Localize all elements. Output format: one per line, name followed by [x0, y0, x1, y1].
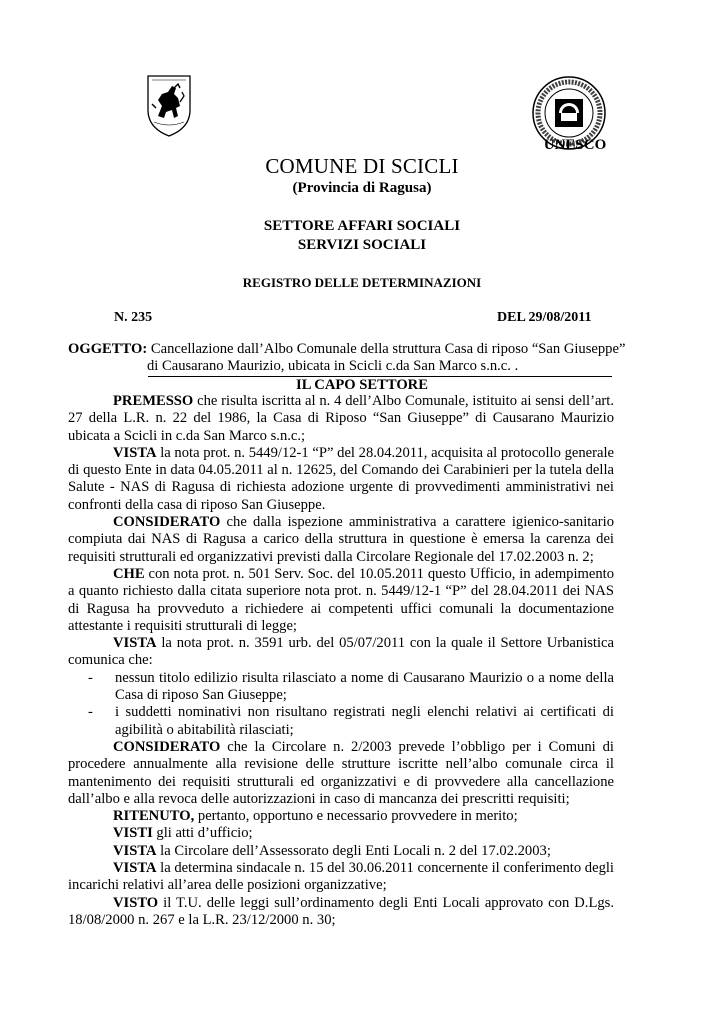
paragraph-text: la Circolare dell’Assessorato degli Enti Locali n. 2 del 17.02.2003;: [156, 842, 551, 859]
subject-line-1: Cancellazione dall’Albo Comunale della struttura Casa di riposo “San Giuseppe”: [147, 341, 626, 357]
paragraph: [68, 860, 614, 895]
province-subtitle: (Provincia di Ragusa): [292, 180, 432, 196]
paragraph: [68, 739, 614, 808]
subject-block: [68, 341, 648, 375]
list-item-text: nessun titolo edilizio risulta rilasciato a nome di Causarano Maurizio o a nome della Casa di riposo San Giuseppe;: [115, 669, 614, 704]
paragraph: [68, 393, 614, 445]
list-dash: -: [88, 704, 93, 721]
document-body: [68, 393, 614, 929]
section-heading: IL CAPO SETTORE: [296, 377, 428, 393]
list-item: [68, 670, 614, 705]
paragraph-text: che la Circolare n. 2/2003 prevede l’obbligo per i Comuni di procedere annualmente alla revisione delle strutture iscritte nell’albo comunale circa il mantenimento dei requisiti strutturali ed organizzativi e di provvedere alla cancellazione dall’albo e alla revoca delle autorizzazioni in caso di mancanza dei prescritti requisiti;: [68, 738, 614, 807]
paragraph: [68, 445, 614, 514]
list-item: [68, 704, 614, 739]
paragraph: [68, 843, 614, 860]
determination-number: N. 235: [114, 310, 153, 325]
paragraph-text: la nota prot. n. 5449/12-1 “P” del 28.04.2011, acquisita al protocollo generale di questo Ente in data 04.05.2011 al n. 12625, del Comando dei Carabinieri per la tutela della Salute - NAS di Ragusa di richiesta adozione urgente di provvedimenti amministrativi nei confronti della casa di riposo San Giuseppe.: [68, 444, 614, 513]
paragraph-lead: CONSIDERATO: [113, 514, 221, 531]
paragraph-lead: RITENUTO,: [113, 808, 195, 825]
subject-label: OGGETTO:: [68, 341, 148, 357]
paragraph-text: con nota prot. n. 501 Serv. Soc. del 10.05.2011 questo Ufficio, in adempimento a quanto richiesto dalla citata superiore nota prot. n. 5449/12-1 “P” del 28.04.2011 dei NAS di Ragusa ha provveduto a richiedere ai competenti uffici comunali la documentazione attestante i requisiti strutturali di legge;: [68, 565, 614, 634]
list-item-text: i suddetti nominativi non risultano registrati negli elenchi relativi ai certificati di agibilità o abitabilità rilasciati;: [115, 704, 614, 738]
paragraph-lead: CONSIDERATO: [113, 738, 221, 755]
paragraph-lead: VISTA: [113, 635, 157, 652]
registry-heading: REGISTRO DELLE DETERMINAZIONI: [242, 275, 482, 290]
sector-line-2: SERVIZI SOCIALI: [297, 237, 427, 253]
paragraph-lead: VISTI: [113, 825, 153, 842]
paragraph: [68, 635, 614, 670]
list-dash: -: [88, 669, 93, 686]
paragraph: [68, 566, 614, 635]
paragraph-text: che dalla ispezione amministrativa a carattere igienico-sanitario compiuta dai NAS di Ragusa a carico della struttura in questione è emersa la carenza dei requisiti strutturali ed organizzativi previsti dalla Circolare Regionale del 17.02.2003 n. 2;: [68, 514, 614, 565]
paragraph: [68, 808, 614, 825]
paragraph-text: gli atti d’ufficio;: [152, 825, 253, 842]
paragraph: [68, 825, 614, 842]
paragraph-lead: VISTA: [113, 860, 157, 877]
unesco-label: UNESCO: [543, 137, 607, 153]
paragraph-text: la nota prot. n. 3591 urb. del 05/07/2011 con la quale il Settore Urbanistica comunica che:: [68, 635, 614, 669]
sector-line-1: SETTORE AFFARI SOCIALI: [263, 218, 461, 234]
paragraph-text: la determina sindacale n. 15 del 30.06.2011 concernente il conferimento degli incarichi relativi all’area delle posizioni organizzative;: [68, 860, 614, 894]
paragraph-lead: CHE: [113, 565, 145, 582]
paragraph: [68, 895, 614, 930]
paragraph-lead: VISTA: [113, 444, 157, 461]
paragraph-text: che risulta iscritta al n. 4 dell’Albo Comunale, istituito ai sensi dell’art. 27 della L.R. n. 22 del 1986, la Casa di Riposo “San Giuseppe” di Causarano Maurizio ubicata a Scicli in c.da San Marco s.n.c.;: [68, 393, 614, 444]
paragraph: [68, 514, 614, 566]
coat-of-arms-logo: [144, 72, 194, 138]
paragraph-lead: PREMESSO: [113, 393, 194, 409]
paragraph-lead: VISTO: [113, 894, 159, 911]
page-title: COMUNE DI SCICLI: [265, 154, 459, 178]
paragraph-text: il T.U. delle leggi sull’ordinamento degli Enti Locali approvato con D.Lgs. 18/08/2000 n. 267 e la L.R. 23/12/2000 n. 30;: [68, 894, 614, 928]
determination-date: DEL 29/08/2011: [497, 310, 592, 325]
paragraph-lead: VISTA: [113, 842, 157, 859]
paragraph-text: pertanto, opportuno e necessario provvedere in merito;: [194, 808, 518, 825]
subject-line-2: di Causarano Maurizio, ubicata in Scicli c.da San Marco s.n.c. .: [147, 358, 519, 374]
